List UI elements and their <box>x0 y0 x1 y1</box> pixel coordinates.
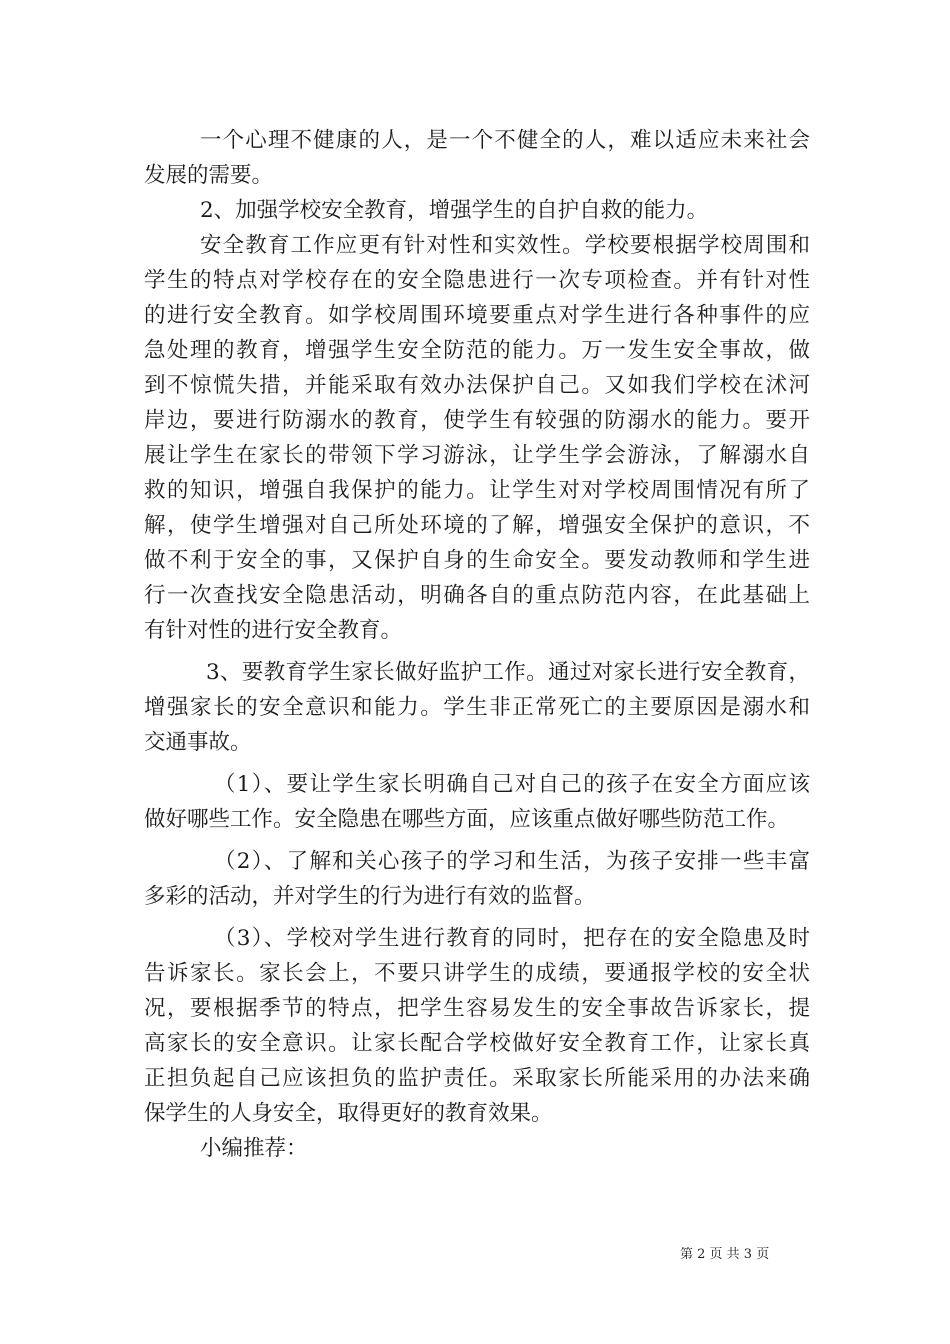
paragraph-5 <box>144 767 810 837</box>
text-line: 正担负起自己应该担负的监护责任。采取家长所能采用的办法来确 <box>144 1066 810 1091</box>
text-line: 解，使学生增强对自己所处环境的了解，增强安全保护的意识，不 <box>144 513 810 538</box>
text-line: 安全教育工作应更有针对性和实效性。学校要根据学校周围和 <box>200 233 810 258</box>
text-line: （1）、要让学生家长明确自己对自己的孩子在安全方面应该 <box>214 772 810 797</box>
text-line: 有针对性的进行安全教育。 <box>144 618 403 643</box>
paragraph-8 <box>144 1131 810 1166</box>
text-line: 急处理的教育，增强学生安全防范的能力。万一发生安全事故，做 <box>144 338 810 363</box>
text-line: 一个心理不健康的人，是一个不健全的人，难以适应未来社会 <box>200 128 810 153</box>
text-line: 增强家长的安全意识和能力。学生非正常死亡的主要原因是溺水和 <box>144 695 810 720</box>
text-line: 多彩的活动，并对学生的行为进行有效的监督。 <box>144 884 596 909</box>
paragraph-7 <box>144 921 810 1131</box>
document-body <box>144 123 810 1166</box>
text-line: 行一次查找安全隐患活动，明确各自的重点防范内容，在此基础上 <box>144 583 810 608</box>
text-line: 岸边，要进行防溺水的教育，使学生有较强的防溺水的能力。要开 <box>144 408 810 433</box>
text-line: 2、加强学校安全教育，增强学生的自护自救的能力。 <box>200 198 709 223</box>
text-line: 告诉家长。家长会上，不要只讲学生的成绩，要通报学校的安全状 <box>144 961 810 986</box>
text-line: 到不惊慌失措，并能采取有效办法保护自己。又如我们学校在沭河 <box>144 373 810 398</box>
text-line: 发展的需要。 <box>144 163 274 188</box>
text-line: 做不利于安全的事，又保护自身的生命安全。要发动教师和学生进 <box>144 548 810 573</box>
page-number-footer: 第 2 页 共 3 页 <box>680 1247 770 1262</box>
text-line: 救的知识，增强自我保护的能力。让学生对对学校周围情况有所了 <box>144 478 810 503</box>
text-line: 展让学生在家长的带领下学习游泳，让学生学会游泳，了解溺水自 <box>144 443 810 468</box>
text-line: 学生的特点对学校存在的安全隐患进行一次专项检查。并有针对性 <box>144 268 810 293</box>
text-line: 保学生的人身安全，取得更好的教育效果。 <box>144 1101 553 1126</box>
text-line: （3）、学校对学生进行教育的同时，把存在的安全隐患及时 <box>214 926 810 951</box>
text-line: 3、要教育学生家长做好监护工作。通过对家长进行安全教育， <box>206 660 810 685</box>
paragraph-4 <box>144 655 810 760</box>
text-line: 高家长的安全意识。让家长配合学校做好安全教育工作，让家长真 <box>144 1031 810 1056</box>
paragraph-3 <box>144 228 810 648</box>
paragraph-2-heading <box>144 193 810 228</box>
text-line: 况，要根据季节的特点，把学生容易发生的安全事故告诉家长，提 <box>144 996 810 1021</box>
text-line: （2）、了解和关心孩子的学习和生活，为孩子安排一些丰富 <box>214 849 810 874</box>
paragraph-1 <box>144 123 810 193</box>
text-line: 的进行安全教育。如学校周围环境要重点对学生进行各种事件的应 <box>144 303 810 328</box>
text-line: 做好哪些工作。安全隐患在哪些方面，应该重点做好哪些防范工作。 <box>144 807 790 832</box>
text-line: 小编推荐： <box>200 1136 308 1161</box>
paragraph-6 <box>144 844 810 914</box>
text-line: 交通事故。 <box>144 730 252 755</box>
